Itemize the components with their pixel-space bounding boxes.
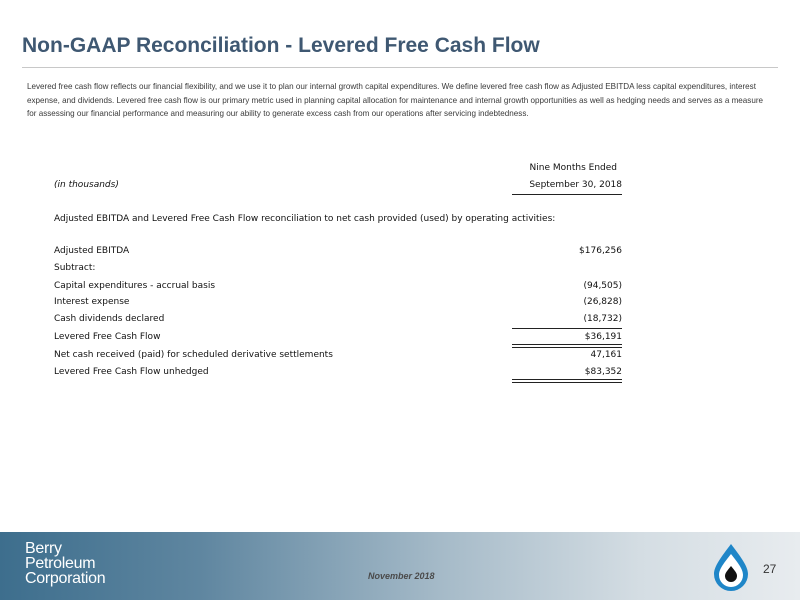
footer-date: November 2018 [368, 571, 435, 581]
row-value: $83,352 [584, 367, 622, 377]
row-label: Levered Free Cash Flow [54, 332, 161, 342]
table-row [54, 314, 622, 329]
title-divider [22, 67, 778, 68]
section-heading: Adjusted EBITDA and Levered Free Cash Flow reconciliation to net cash provided (used) by operating activities: [54, 214, 556, 224]
row-value: (94,505) [583, 281, 622, 291]
total-double-rule [512, 344, 622, 348]
page-title: Non-GAAP Reconciliation - Levered Free Cash Flow [22, 34, 540, 57]
row-value: (26,828) [583, 297, 622, 307]
table-row [54, 246, 622, 261]
row-label: Net cash received (paid) for scheduled derivative settlements [54, 350, 333, 360]
row-label: Capital expenditures - accrual basis [54, 281, 216, 291]
footer-band [0, 532, 800, 600]
row-label: Adjusted EBITDA [54, 246, 130, 256]
intro-paragraph: Levered free cash flow reflects our financial flexibility, and we use it to plan our internal growth capital expenditures. We define levered free cash flow as Adjusted EBITDA less capital expenditures, interest expense, and dividends. Levered free cash flow is our primary metric used in planning capital allocation for maintenance and internal growth opportunities as well as hedging needs and serves as a measure for assessing our financial performance and measuring our ability to generate excess cash from our operations after servicing indebtedness. [27, 82, 764, 118]
units-label: (in thousands) [54, 180, 119, 190]
subtotal-rule [512, 328, 622, 329]
logo-line: Corporation [25, 570, 106, 587]
table-row [54, 263, 622, 278]
header-underline [512, 194, 622, 195]
period-header-line1: Nine Months Ended [529, 163, 617, 173]
row-label: Interest expense [54, 297, 130, 307]
row-label: Cash dividends declared [54, 314, 165, 324]
row-label: Levered Free Cash Flow unhedged [54, 367, 209, 377]
row-label: Subtract: [54, 263, 96, 273]
final-double-rule [512, 379, 622, 383]
header-row [54, 180, 622, 195]
table-row [54, 350, 622, 365]
table-row [54, 297, 622, 312]
oil-drop-icon [710, 542, 752, 592]
row-value: $176,256 [579, 246, 622, 256]
period-header-line2: September 30, 2018 [529, 180, 622, 190]
section-heading-row [54, 214, 622, 229]
page-number: 27 [763, 562, 777, 576]
table-row [54, 281, 622, 296]
row-value: (18,732) [583, 314, 622, 324]
company-logo [25, 541, 105, 586]
row-value: 47,161 [590, 350, 622, 360]
row-value: $36,191 [584, 332, 622, 342]
logo-line: Berry [25, 540, 62, 557]
logo-line: Petroleum [25, 555, 96, 572]
